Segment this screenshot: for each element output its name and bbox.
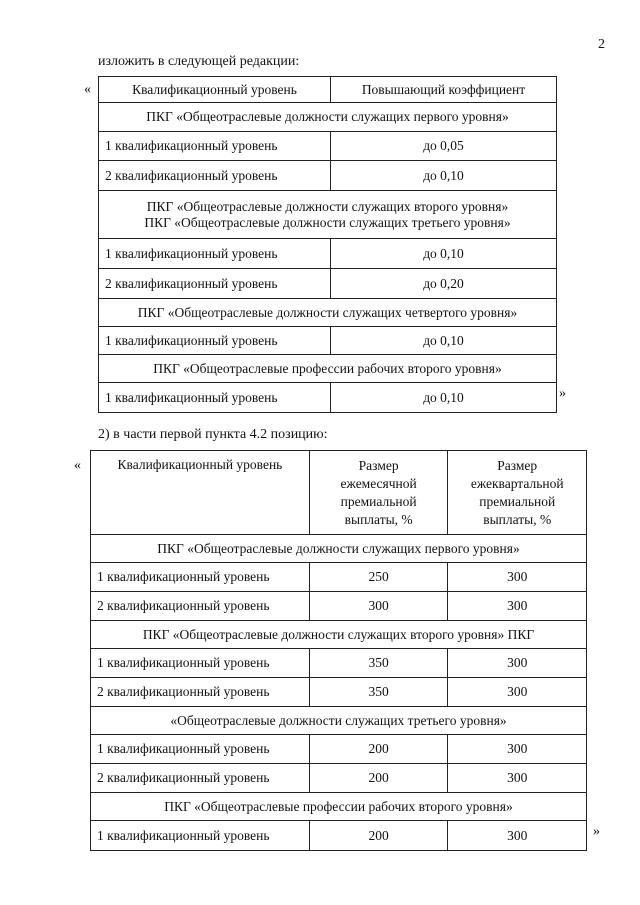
table2-group-label: ПКГ «Общеотраслевые должности служащих второго уровня» ПКГ (91, 621, 587, 649)
quarterly-value-cell: 300 (448, 649, 587, 678)
table1-group-label (99, 103, 557, 132)
header-line: Размер (497, 457, 538, 473)
group-line: ПКГ «Общеотраслевые должности служащих второго уровня» (146, 198, 509, 214)
level-cell: 1 квалификационный уровень (99, 383, 331, 413)
table2-group-label: ПКГ «Общеотраслевые должности служащих первого уровня» (91, 535, 587, 563)
table1-row (99, 161, 557, 191)
quarterly-value-cell: 300 (448, 764, 587, 793)
group-line: ПКГ «Общеотраслевые должности служащих первого уровня» (146, 109, 509, 124)
coefficient-cell: до 0,10 (331, 161, 557, 191)
section2-text: 2) в части первой пункта 4.2 позицию: (98, 427, 328, 442)
table1-row (99, 132, 557, 161)
table1-group-label (99, 191, 557, 239)
level-cell: 1 квалификационный уровень (99, 239, 331, 269)
group-line: ПКГ «Общеотраслевые должности служащих четвертого уровня» (137, 304, 518, 320)
table2-header-row (91, 451, 587, 535)
header-line: премиальной (479, 493, 556, 509)
quarterly-value-cell: 300 (448, 821, 587, 851)
table2-row (91, 563, 587, 592)
table2-close-quote: » (593, 824, 600, 839)
table1-header-cell: Квалификационный уровень (99, 77, 331, 103)
intro-text: изложить в следующей редакции: (98, 54, 300, 69)
header-line: ежемесячной (340, 475, 417, 491)
table1-close-quote: » (559, 386, 566, 401)
level-cell: 1 квалификационный уровень (91, 563, 310, 592)
coefficient-cell: до 0,10 (331, 239, 557, 269)
coefficient-cell: до 0,10 (331, 327, 557, 355)
table1-row (99, 269, 557, 299)
table2-row (91, 649, 587, 678)
table1-header-cell: Повышающий коэффициент (331, 77, 557, 103)
table1-open-quote: « (84, 82, 91, 97)
coefficient-cell: до 0,05 (331, 132, 557, 161)
monthly-value-cell: 200 (309, 764, 448, 793)
table2 (90, 450, 587, 851)
table1 (98, 76, 557, 413)
table2-group-row (91, 707, 587, 735)
level-cell: 1 квалификационный уровень (91, 649, 310, 678)
table2-row (91, 764, 587, 793)
monthly-value-cell: 200 (309, 735, 448, 764)
monthly-value-cell: 350 (309, 678, 448, 707)
table2-header-monthly (309, 451, 448, 535)
level-cell: 2 квалификационный уровень (99, 161, 331, 191)
table1-row (99, 383, 557, 413)
table1-header-row (99, 77, 557, 103)
table2-group-label: ПКГ «Общеотраслевые профессии рабочих второго уровня» (91, 793, 587, 821)
header-line: Размер (358, 457, 399, 473)
quarterly-value-cell: 300 (448, 563, 587, 592)
quarterly-value-cell: 300 (448, 735, 587, 764)
coefficient-cell: до 0,10 (331, 383, 557, 413)
monthly-value-cell: 250 (309, 563, 448, 592)
table2-header-level: Квалификационный уровень (91, 451, 310, 535)
level-cell: 1 квалификационный уровень (91, 821, 310, 851)
header-line: ежеквартальной (470, 475, 564, 491)
table1-row (99, 327, 557, 355)
table2-row (91, 821, 587, 851)
monthly-value-cell: 200 (309, 821, 448, 851)
page-number: 2 (598, 37, 605, 52)
table2-group-row (91, 621, 587, 649)
header-line: премиальной (340, 493, 417, 509)
quarterly-value-cell: 300 (448, 592, 587, 621)
level-cell: 1 квалификационный уровень (91, 735, 310, 764)
table1-group-label (99, 299, 557, 327)
group-line: ПКГ «Общеотраслевые должности служащих третьего уровня» (144, 214, 511, 230)
table2-group-row (91, 535, 587, 563)
level-cell: 2 квалификационный уровень (99, 269, 331, 299)
monthly-value-cell: 300 (309, 592, 448, 621)
header-line: выплаты, % (344, 511, 413, 527)
header-line: выплаты, % (483, 511, 552, 527)
level-cell: 2 квалификационный уровень (91, 678, 310, 707)
quarterly-value-cell: 300 (448, 678, 587, 707)
table2-open-quote: « (74, 458, 81, 473)
monthly-value-cell: 350 (309, 649, 448, 678)
table2-header-quarterly (448, 451, 587, 535)
coefficient-cell: до 0,20 (331, 269, 557, 299)
table2-row (91, 735, 587, 764)
table2-group-label: «Общеотраслевые должности служащих третьего уровня» (91, 707, 587, 735)
table1-group-row (99, 299, 557, 327)
table1-group-row (99, 355, 557, 383)
table1-row (99, 239, 557, 269)
table1-group-label (99, 355, 557, 383)
level-cell: 1 квалификационный уровень (99, 327, 331, 355)
table1-group-row (99, 103, 557, 132)
table2-group-row (91, 793, 587, 821)
level-cell: 2 квалификационный уровень (91, 764, 310, 793)
level-cell: 2 квалификационный уровень (91, 592, 310, 621)
group-line: ПКГ «Общеотраслевые профессии рабочих второго уровня» (153, 360, 502, 376)
table1-group-row (99, 191, 557, 239)
table2-row (91, 678, 587, 707)
level-cell: 1 квалификационный уровень (99, 132, 331, 161)
table2-row (91, 592, 587, 621)
